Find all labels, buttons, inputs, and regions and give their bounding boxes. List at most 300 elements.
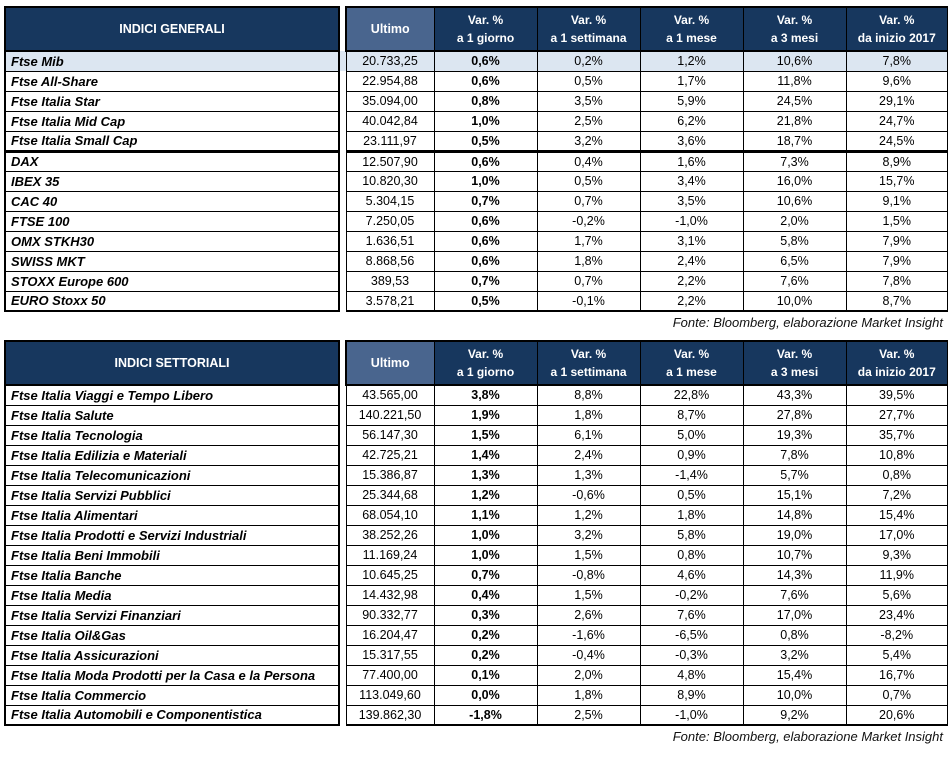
var-value: -0,4% [537,645,640,665]
var-value: 3,2% [537,525,640,545]
index-name: Ftse Italia Mid Cap [5,111,339,131]
var-value: 7,3% [743,151,846,171]
index-name: Ftse Italia Tecnologia [5,425,339,445]
var-value: 7,6% [743,585,846,605]
column-gap [339,71,346,91]
col-header-var-3-mesi [743,7,846,51]
col-header-var-1-settimana [537,7,640,51]
table-row [5,231,948,251]
index-name: Ftse Italia Banche [5,565,339,585]
column-gap [339,665,346,685]
var-value: 0,8% [434,91,537,111]
column-gap [339,645,346,665]
column-gap [339,625,346,645]
var-value: 15,1% [743,485,846,505]
table-row [5,445,948,465]
var-value: 27,7% [846,405,948,425]
var-value: 6,1% [537,425,640,445]
var-value: 1,5% [537,585,640,605]
var-value: 10,0% [743,291,846,311]
var-value: 1,0% [434,545,537,565]
var-value: 1,5% [537,545,640,565]
var-value: 0,2% [434,645,537,665]
var-value: 10,7% [743,545,846,565]
table-row [5,405,948,425]
ultimo-value: 389,53 [346,271,434,291]
var-value: 35,7% [846,425,948,445]
ultimo-value: 15.386,87 [346,465,434,485]
ultimo-value: 10.820,30 [346,171,434,191]
var-value: 5,7% [743,465,846,485]
var-value: 7,8% [846,51,948,71]
ultimo-value: 68.054,10 [346,505,434,525]
var-value: 27,8% [743,405,846,425]
var-value: 5,8% [640,525,743,545]
var-value: 14,8% [743,505,846,525]
var-value: 5,6% [846,585,948,605]
column-gap [339,505,346,525]
var-value: 24,5% [846,131,948,151]
col-header-label: Var. % [776,347,813,361]
index-name: Ftse Mib [5,51,339,71]
var-value: 3,5% [537,91,640,111]
var-value: 0,7% [537,191,640,211]
ultimo-value: 3.578,21 [346,291,434,311]
col-header-label: Var. % [879,13,915,27]
column-gap [339,685,346,705]
indici-settoriali-block [4,340,945,752]
index-name: SWISS MKT [5,251,339,271]
index-name: Ftse Italia Oil&Gas [5,625,339,645]
var-value: -1,0% [640,211,743,231]
ultimo-value: 25.344,68 [346,485,434,505]
var-value: 7,2% [846,485,948,505]
index-name: Ftse Italia Prodotti e Servizi Industriali [5,525,339,545]
var-value: 1,0% [434,171,537,191]
index-name: Ftse Italia Servizi Pubblici [5,485,339,505]
column-gap [339,485,346,505]
index-name: EURO Stoxx 50 [5,291,339,311]
var-value: 1,7% [537,231,640,251]
var-value: 0,6% [434,51,537,71]
col-header-var-1-mese [640,7,743,51]
index-name: Ftse Italia Alimentari [5,505,339,525]
var-value: 7,8% [743,445,846,465]
column-gap [339,7,346,51]
var-value: 2,4% [640,251,743,271]
var-value: -1,8% [434,705,537,725]
var-value: 8,9% [846,151,948,171]
ultimo-value: 11.169,24 [346,545,434,565]
table-row [5,645,948,665]
var-value: 1,2% [434,485,537,505]
table-row [5,665,948,685]
table-row [5,71,948,91]
ultimo-value: 22.954,88 [346,71,434,91]
column-gap [339,565,346,585]
table-row [5,565,948,585]
column-gap [339,271,346,291]
table-row [5,685,948,705]
table-row [5,525,948,545]
var-value: 2,6% [537,605,640,625]
var-value: -0,1% [537,291,640,311]
col-header-var-da-inizio-2017 [846,341,948,385]
table-row [5,151,948,171]
index-name: Ftse Italia Star [5,91,339,111]
ultimo-value: 10.645,25 [346,565,434,585]
column-gap [339,251,346,271]
var-value: 20,6% [846,705,948,725]
ultimo-value: 23.111,97 [346,131,434,151]
col-header-label: Var. % [776,13,813,27]
var-value: -1,0% [640,705,743,725]
col-header-label: Var. % [570,347,607,361]
ultimo-value: 5.304,15 [346,191,434,211]
var-value: 7,9% [846,251,948,271]
var-value: 9,3% [846,545,948,565]
var-value: -0,6% [537,485,640,505]
var-value: 2,5% [537,111,640,131]
col-header-ultimo [346,7,434,51]
var-value: 4,6% [640,565,743,585]
column-gap [339,191,346,211]
source-note: Fonte: Bloomberg, elaborazione Market Insight [672,315,943,330]
column-gap [339,445,346,465]
col-header-var-da-inizio-2017 [846,7,948,51]
col-header-label: Var. % [570,13,607,27]
ultimo-value: 15.317,55 [346,645,434,665]
var-value: 2,2% [640,271,743,291]
var-value: 3,2% [537,131,640,151]
column-gap [339,605,346,625]
var-value: 18,7% [743,131,846,151]
var-value: 15,7% [846,171,948,191]
col-header-label: Var. % [467,347,504,361]
column-gap [339,425,346,445]
var-value: 16,0% [743,171,846,191]
var-value: 0,5% [434,131,537,151]
var-value: 1,5% [434,425,537,445]
ultimo-value: 20.733,25 [346,51,434,71]
indici-generali-table [4,6,948,312]
col-header-label: Ultimo [370,21,410,36]
table-title: INDICI SETTORIALI [5,341,339,385]
var-value: 0,6% [434,251,537,271]
ultimo-value: 140.221,50 [346,405,434,425]
var-value: 0,6% [434,151,537,171]
var-value: 1,0% [434,111,537,131]
var-value: 2,5% [537,705,640,725]
col-header-var-1-mese [640,341,743,385]
var-value: 7,6% [640,605,743,625]
var-value: 29,1% [846,91,948,111]
var-value: 10,6% [743,51,846,71]
var-value: 0,7% [537,271,640,291]
var-value: 24,7% [846,111,948,131]
var-value: 8,7% [846,291,948,311]
var-value: 2,2% [640,291,743,311]
var-value: 0,5% [434,291,537,311]
var-value: 0,9% [640,445,743,465]
col-header-sublabel: da inizio 2017 [857,365,936,379]
index-name: Ftse Italia Moda Prodotti per la Casa e la Persona [5,665,339,685]
index-name: Ftse Italia Small Cap [5,131,339,151]
table-row [5,485,948,505]
var-value: 3,4% [640,171,743,191]
column-gap [339,231,346,251]
column-gap [339,405,346,425]
var-value: -1,6% [537,625,640,645]
var-value: 7,9% [846,231,948,251]
index-name: Ftse All-Share [5,71,339,91]
var-value: 5,4% [846,645,948,665]
var-value: 11,8% [743,71,846,91]
var-value: 0,5% [537,171,640,191]
var-value: 10,0% [743,685,846,705]
var-value: 1,0% [434,525,537,545]
var-value: 16,7% [846,665,948,685]
table-row [5,191,948,211]
var-value: -0,2% [640,585,743,605]
var-value: 2,4% [537,445,640,465]
var-value: 0,2% [434,625,537,645]
var-value: 0,6% [434,71,537,91]
var-value: 0,7% [434,191,537,211]
index-name: Ftse Italia Viaggi e Tempo Libero [5,385,339,405]
var-value: 1,8% [640,505,743,525]
var-value: 1,3% [537,465,640,485]
table-row [5,211,948,231]
column-gap [339,525,346,545]
var-value: 0,5% [640,485,743,505]
var-value: 0,6% [434,211,537,231]
var-value: 1,8% [537,251,640,271]
ultimo-value: 38.252,26 [346,525,434,545]
header-row [5,7,948,51]
col-header-sublabel: a 3 mesi [770,31,819,45]
var-value: 0,8% [743,625,846,645]
table-row [5,585,948,605]
col-header-sublabel: a 1 mese [666,365,717,379]
indici-settoriali-table [4,340,948,726]
index-name: Ftse Italia Automobili e Componentistica [5,705,339,725]
ultimo-value: 7.250,05 [346,211,434,231]
table-title: INDICI GENERALI [5,7,339,51]
ultimo-value: 43.565,00 [346,385,434,405]
col-header-sublabel: a 1 mese [666,31,717,45]
column-gap [339,211,346,231]
var-value: -0,3% [640,645,743,665]
var-value: 10,6% [743,191,846,211]
var-value: 6,5% [743,251,846,271]
var-value: 3,6% [640,131,743,151]
index-name: Ftse Italia Beni Immobili [5,545,339,565]
table-row [5,625,948,645]
column-gap [339,465,346,485]
var-value: 22,8% [640,385,743,405]
var-value: 0,4% [537,151,640,171]
index-name: Ftse Italia Commercio [5,685,339,705]
table-row [5,385,948,405]
index-name: Ftse Italia Servizi Finanziari [5,605,339,625]
var-value: 0,8% [846,465,948,485]
header-row [5,341,948,385]
table-row [5,465,948,485]
var-value: 3,5% [640,191,743,211]
table-row [5,425,948,445]
var-value: 1,7% [640,71,743,91]
var-value: 19,3% [743,425,846,445]
var-value: 1,8% [537,685,640,705]
ultimo-value: 16.204,47 [346,625,434,645]
table-row [5,171,948,191]
var-value: 1,4% [434,445,537,465]
var-value: 1,2% [537,505,640,525]
var-value: 0,3% [434,605,537,625]
ultimo-value: 40.042,84 [346,111,434,131]
var-value: -0,2% [537,211,640,231]
column-gap [339,341,346,385]
var-value: 1,5% [846,211,948,231]
index-name: Ftse Italia Edilizia e Materiali [5,445,339,465]
table-row [5,505,948,525]
var-value: 4,8% [640,665,743,685]
column-gap [339,171,346,191]
var-value: 19,0% [743,525,846,545]
column-gap [339,51,346,71]
ultimo-value: 113.049,60 [346,685,434,705]
index-name: Ftse Italia Salute [5,405,339,425]
table-row [5,251,948,271]
ultimo-value: 35.094,00 [346,91,434,111]
var-value: 43,3% [743,385,846,405]
table-row [5,291,948,311]
var-value: 5,8% [743,231,846,251]
var-value: 7,6% [743,271,846,291]
var-value: 9,1% [846,191,948,211]
col-header-sublabel: a 1 settimana [550,365,627,379]
index-name: CAC 40 [5,191,339,211]
col-header-label: Var. % [673,13,710,27]
var-value: 7,8% [846,271,948,291]
column-gap [339,291,346,311]
var-value: 23,4% [846,605,948,625]
table-row [5,545,948,565]
table-row [5,51,948,71]
table-row [5,705,948,725]
var-value: -8,2% [846,625,948,645]
var-value: 8,9% [640,685,743,705]
var-value: 1,6% [640,151,743,171]
index-name: STOXX Europe 600 [5,271,339,291]
col-header-var-1-settimana [537,341,640,385]
column-gap [339,705,346,725]
var-value: 21,8% [743,111,846,131]
var-value: 11,9% [846,565,948,585]
index-name: Ftse Italia Telecomunicazioni [5,465,339,485]
index-name: DAX [5,151,339,171]
ultimo-value: 42.725,21 [346,445,434,465]
var-value: 1,9% [434,405,537,425]
index-name: Ftse Italia Assicurazioni [5,645,339,665]
col-header-sublabel: a 1 settimana [550,31,627,45]
var-value: 3,8% [434,385,537,405]
var-value: 1,2% [640,51,743,71]
column-gap [339,545,346,565]
var-value: 9,2% [743,705,846,725]
ultimo-value: 56.147,30 [346,425,434,445]
var-value: 0,7% [846,685,948,705]
var-value: 0,1% [434,665,537,685]
ultimo-value: 139.862,30 [346,705,434,725]
col-header-var-1-giorno [434,341,537,385]
var-value: 1,3% [434,465,537,485]
var-value: 15,4% [743,665,846,685]
var-value: 2,0% [537,665,640,685]
var-value: 0,7% [434,565,537,585]
column-gap [339,91,346,111]
var-value: 0,6% [434,231,537,251]
col-header-label: Var. % [467,13,504,27]
var-value: -0,8% [537,565,640,585]
ultimo-value: 8.868,56 [346,251,434,271]
column-gap [339,585,346,605]
var-value: 0,5% [537,71,640,91]
var-value: 17,0% [743,605,846,625]
var-value: 0,4% [434,585,537,605]
col-header-var-1-giorno [434,7,537,51]
var-value: 14,3% [743,565,846,585]
col-header-ultimo [346,341,434,385]
table-row [5,111,948,131]
var-value: 9,6% [846,71,948,91]
index-name: FTSE 100 [5,211,339,231]
table-row [5,605,948,625]
col-header-label: Ultimo [370,355,410,370]
ultimo-value: 14.432,98 [346,585,434,605]
var-value: -6,5% [640,625,743,645]
var-value: 3,1% [640,231,743,251]
ultimo-value: 12.507,90 [346,151,434,171]
var-value: 5,9% [640,91,743,111]
source-note: Fonte: Bloomberg, elaborazione Market Insight [672,729,943,744]
var-value: -1,4% [640,465,743,485]
var-value: 8,8% [537,385,640,405]
table-row [5,271,948,291]
var-value: 10,8% [846,445,948,465]
var-value: 0,8% [640,545,743,565]
var-value: 1,8% [537,405,640,425]
var-value: 0,0% [434,685,537,705]
column-gap [339,131,346,151]
table-row [5,131,948,151]
var-value: 1,1% [434,505,537,525]
var-value: 39,5% [846,385,948,405]
col-header-var-3-mesi [743,341,846,385]
var-value: 24,5% [743,91,846,111]
col-header-sublabel: a 1 giorno [456,31,515,45]
ultimo-value: 1.636,51 [346,231,434,251]
column-gap [339,151,346,171]
var-value: 2,0% [743,211,846,231]
col-header-sublabel: a 3 mesi [770,365,819,379]
var-value: 5,0% [640,425,743,445]
var-value: 15,4% [846,505,948,525]
ultimo-value: 77.400,00 [346,665,434,685]
var-value: 3,2% [743,645,846,665]
var-value: 8,7% [640,405,743,425]
